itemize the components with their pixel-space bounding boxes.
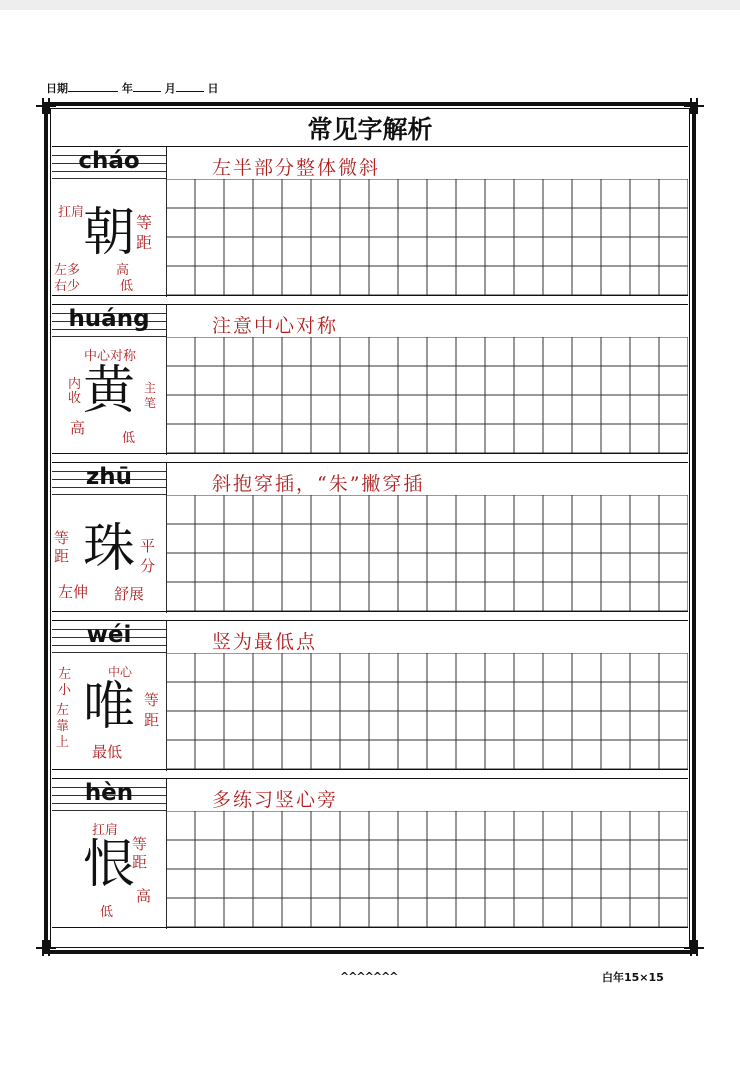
pinyin-text: zhū [85, 464, 133, 490]
annotation: 高 [70, 419, 86, 437]
pinyin-box [52, 779, 166, 811]
pinyin-box [52, 147, 166, 179]
character-section [52, 304, 688, 454]
model-character-box [52, 653, 166, 769]
annotation: 左 [58, 667, 72, 682]
annotation: 等 [54, 529, 70, 547]
annotation: 左伸 [58, 583, 89, 601]
date-line [46, 80, 219, 96]
annotation: 右少 [54, 279, 81, 294]
model-character: 朝 [82, 203, 135, 263]
character-section [52, 462, 688, 612]
model-character-box [52, 495, 166, 611]
annotation: 舒展 [114, 585, 145, 603]
annotation: 距 [54, 547, 70, 565]
corner-ornament-br [684, 940, 704, 956]
practice-grid[interactable] [166, 337, 688, 453]
model-character: 珠 [82, 519, 135, 579]
annotation: 中心对称 [84, 349, 137, 364]
model-character-box [52, 811, 166, 927]
page-title: 常见字解析 [307, 115, 433, 144]
annotation: 距 [132, 853, 148, 871]
year-blank [133, 81, 161, 92]
annotation: 分 [140, 557, 156, 575]
pinyin-text: hèn [84, 780, 134, 806]
annotation: 主笔 [144, 381, 157, 410]
model-character-box [52, 337, 166, 453]
pinyin-text: wéi [86, 622, 132, 648]
tip-text: 竖为最低点 [212, 631, 318, 653]
annotation: 上 [56, 735, 70, 750]
corner-ornament-tl [36, 98, 56, 114]
character-section [52, 146, 688, 296]
model-character: 恨 [82, 835, 135, 895]
annotation: 高 [136, 887, 152, 905]
annotation: 距 [136, 233, 153, 252]
annotation: 低 [122, 431, 136, 446]
annotation: 最低 [92, 743, 123, 761]
month-blank [176, 81, 204, 92]
footer-ornament: ^^^^^^^ [340, 970, 398, 983]
pinyin-box [52, 305, 166, 337]
date-label: 日期 [46, 82, 68, 95]
practice-grid[interactable] [166, 811, 688, 927]
annotation: 靠 [56, 719, 70, 734]
tip-text: 多练习竖心旁 [212, 789, 339, 811]
tip-text: 注意中心对称 [212, 315, 339, 337]
top-bar [0, 0, 740, 10]
annotation: 小 [58, 683, 72, 698]
annotation: 左多 [54, 263, 81, 278]
annotation: 距 [144, 711, 160, 729]
pinyin-text: huáng [68, 306, 150, 332]
date-blank [68, 81, 118, 92]
character-section [52, 778, 688, 928]
day-label: 日 [207, 82, 219, 95]
footer-brand: 白年15×15 [602, 971, 664, 984]
practice-grid[interactable] [166, 179, 688, 295]
model-character: 唯 [82, 677, 135, 737]
month-label: 月 [164, 82, 176, 95]
annotation: 等 [132, 835, 148, 853]
annotation: 平 [140, 537, 156, 555]
annotation: 左 [56, 703, 70, 718]
corner-ornament-bl [36, 940, 56, 956]
annotation: 收 [68, 391, 82, 406]
model-character: 黄 [82, 361, 135, 421]
annotation: 扛肩 [58, 205, 85, 220]
annotation: 内 [68, 377, 82, 392]
year-label: 年 [121, 82, 133, 95]
annotation: 等 [144, 691, 160, 709]
annotation: 低 [120, 279, 134, 294]
pinyin-text: cháo [78, 148, 140, 174]
practice-grid[interactable] [166, 495, 688, 611]
tip-text: 左半部分整体微斜 [212, 157, 381, 179]
pinyin-box [52, 463, 166, 495]
annotation: 低 [100, 905, 114, 920]
character-section [52, 620, 688, 770]
practice-grid[interactable] [166, 653, 688, 769]
annotation: 中心 [108, 665, 133, 679]
model-character-box [52, 179, 166, 295]
annotation: 等 [136, 213, 153, 232]
corner-ornament-tr [684, 98, 704, 114]
annotation: 高 [116, 263, 130, 278]
annotation: 扛肩 [92, 823, 119, 838]
tip-text: 斜抱穿插，“朱”撇穿插 [212, 473, 425, 495]
pinyin-box [52, 621, 166, 653]
